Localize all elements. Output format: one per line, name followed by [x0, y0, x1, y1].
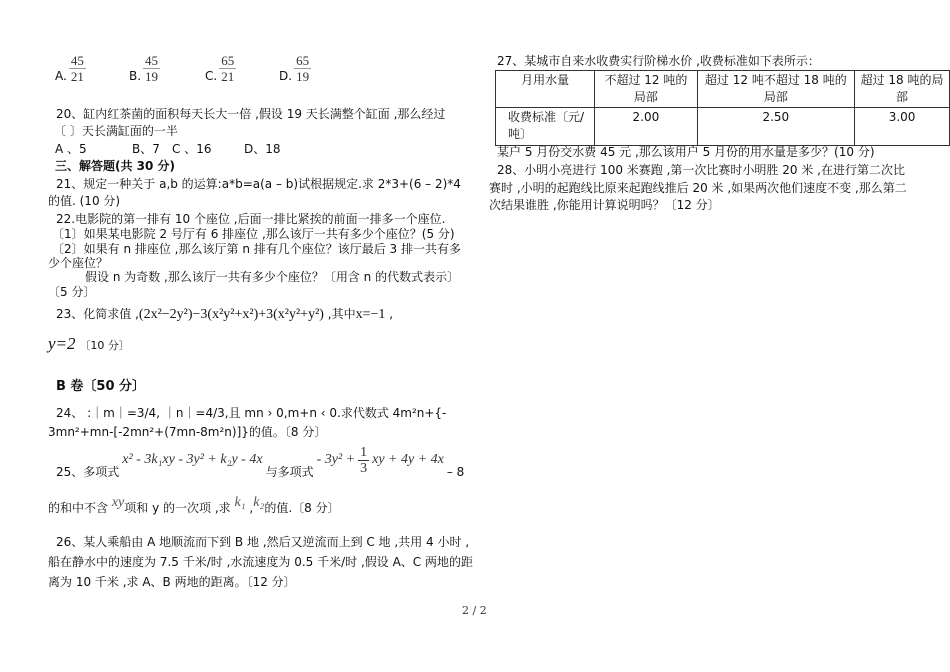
q25-sep: , [249, 501, 254, 515]
q25-polynomial-1: x² - 3k₁xy - 3y² + k₂y - 4x [122, 452, 263, 467]
q21-line1: 21、规定一种关于 a,b 的运算:a*b=a(a – b)试根据规定.求 2*3+(6 – 2)*4 [56, 177, 461, 191]
q26-line1: 26、某人乘船由 A 地顺流而下到 B 地 ,然后又逆流而上到 C 地 ,共用 4 小时 , [56, 535, 470, 549]
q22-line5: 假设 n 为奇数 ,那么该厅一共有多少个座位？〔用含 n 的代数式表示〕 [85, 270, 460, 284]
denominator: 19 [145, 69, 159, 84]
q20-option-c: C 、16 [172, 142, 212, 156]
q25-k2: k₂ [253, 495, 265, 510]
table-header-cell: 月用水量 [496, 71, 595, 108]
q27-intro: 27、某城市自来水收费实行阶梯水价 ,收费标准如下表所示： [497, 54, 820, 68]
numerator: 1 [360, 444, 368, 460]
table-row [496, 108, 950, 146]
table-header-cell: 不超过 12 吨的局部 [595, 71, 697, 108]
q23-where: ,其中 [327, 307, 356, 321]
table-header-cell: 超过 18 吨的局部 [855, 71, 950, 108]
q23-prefix: 23、化简求值 , [56, 307, 139, 321]
table-cell: 2.50 [697, 108, 855, 146]
q25-line2-b: 项和 y 的一次项 ,求 [124, 501, 231, 515]
section-b-title: B 卷〔50 分〕 [56, 379, 146, 394]
q23-line2 [48, 336, 130, 354]
table-cell: 3.00 [855, 108, 950, 146]
option-b-label: B. [129, 69, 142, 83]
page-number: 2 / 2 [462, 604, 487, 617]
q27-question: 某户 5 月份交水费 45 元 ,那么该用户 5 月份的用水量是多少？(10 分) [497, 145, 875, 159]
option-c-label: C. [205, 69, 218, 83]
q24-line1: 24、 :｜m｜=3/4, ｜n｜=4/3,且 mn › 0,m+n ‹ 0.求代数式 4m²n+{- [56, 406, 447, 420]
q25-tail: – 8 [446, 465, 465, 479]
numerator: 45 [145, 53, 159, 68]
q26-line3: 离为 10 千米 ,求 A、B 两地的距离。〔12 分〕 [48, 575, 296, 589]
option-b-fraction [143, 53, 160, 84]
option-c-fraction [219, 53, 236, 84]
q28-line3: 次结果谁胜 ,你能用计算说明吗？〔12 分〕 [489, 198, 720, 212]
q25-prefix: 25、多项式 [56, 465, 120, 479]
q23-expression: (2x²−2y²)−3(x²y²+x²)+3(x²y²+y²) [138, 307, 324, 322]
option-d [279, 53, 311, 84]
q25-line2-c: 的值.〔8 分〕 [264, 501, 340, 515]
q22-line4: 少个座位？ [48, 256, 109, 270]
table-header-row [496, 71, 950, 108]
q22-line2: 〔1〕如果某电影院 2 号厅有 6 排座位 ,那么该厅一共有多少个座位？(5 分) [52, 227, 455, 241]
q22-line1: 22.电影院的第一排有 10 个座位 ,后面一排比紧挨的前面一排多一个座位. [56, 212, 446, 226]
q22-line6: 〔5 分〕 [48, 285, 96, 299]
q25-line1 [56, 440, 467, 480]
table-header-cell: 超过 12 吨不超过 18 吨的局部 [697, 71, 855, 108]
q22-line3: 〔2〕如果有 n 排座位 ,那么该厅第 n 排有几个座位？该厅最后 3 排一共有多 [52, 242, 461, 256]
q25-polynomial-2a: - 3y² + [316, 452, 356, 467]
option-d-label: D. [279, 69, 293, 83]
q23-line1 [56, 306, 393, 323]
option-c [205, 53, 236, 84]
denominator: 21 [70, 69, 84, 84]
section-3-title: 三、解答题(共 30 分) [55, 159, 176, 173]
denominator: 19 [296, 69, 310, 84]
q24-line2: 3mn²+mn-[-2mn²+(7mn-8m²n)]}的值。〔8 分〕 [48, 425, 327, 439]
q21-line2: 的值. (10 分) [48, 194, 121, 208]
q25-fraction [358, 445, 369, 476]
q25-k1: k₁ [234, 495, 246, 510]
q25-mid: 与多项式 [265, 465, 314, 479]
numerator: 65 [296, 53, 310, 68]
option-a-fraction [69, 53, 86, 84]
table-row-label: 收费标准〔元/吨〕 [496, 108, 595, 146]
q23-score: 〔10 分〕 [79, 339, 130, 352]
option-a [55, 53, 86, 84]
q23-x-value: x=−1 [355, 307, 386, 322]
q23-y-value: y=2 [48, 334, 76, 353]
q25-line2 [48, 495, 340, 517]
q25-line2-a: 的和中不含 [48, 501, 109, 515]
q20-option-b: B、7 [132, 142, 160, 156]
numerator: 65 [221, 53, 235, 68]
q25-xy: xy [111, 495, 125, 510]
denominator: 3 [360, 460, 368, 476]
numerator: 45 [70, 53, 84, 68]
option-d-fraction [294, 53, 311, 84]
q28-line1: 28、小明小亮进行 100 米赛跑 ,第一次比赛时小明胜 20 米 ,在进行第二次比 [497, 163, 905, 177]
q25-polynomial-2b: xy + 4y + 4x [372, 452, 444, 467]
water-price-table [495, 70, 950, 146]
option-a-label: A. [55, 69, 67, 83]
q20-line1: 20、缸内红茶菌的面积每天长大一倍 ,假设 19 天长满整个缸面 ,那么经过 [56, 107, 446, 121]
q23-comma: , [389, 307, 394, 321]
q28-line2: 赛时 ,小明的起跑线比原来起跑线推后 20 米 ,如果两次他们速度不变 ,那么第二 [489, 181, 907, 195]
option-b [129, 53, 160, 84]
denominator: 21 [221, 69, 235, 84]
q20-line2: 〔 〕天长满缸面的一半 [54, 124, 178, 138]
table-cell: 2.00 [595, 108, 697, 146]
q26-line2: 船在静水中的速度为 7.5 千米/时 ,水流速度为 0.5 千米/时 ,假设 A、C 两地的距 [48, 555, 473, 569]
q20-option-d: D、18 [244, 142, 281, 156]
q20-option-a: A 、5 [55, 142, 87, 156]
